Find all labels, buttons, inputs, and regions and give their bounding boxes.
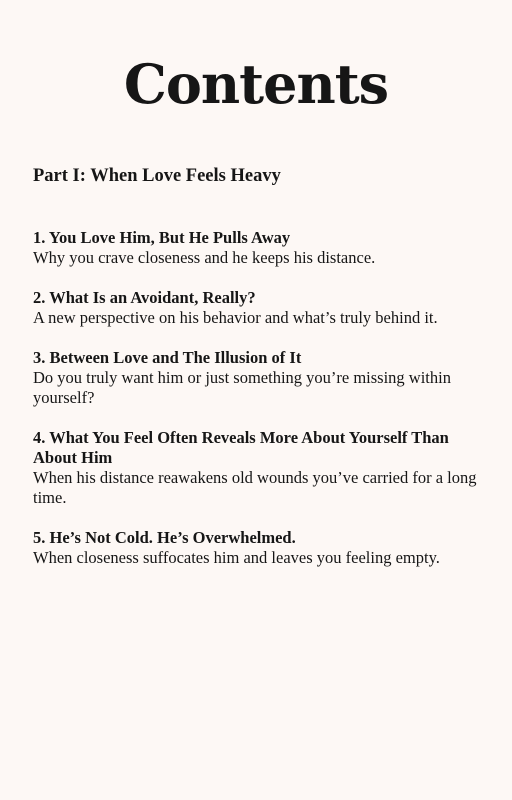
entry-description: Do you truly want him or just something you’re missing within yourself? bbox=[33, 368, 451, 407]
entry-heading: 4. What You Feel Often Reveals More About Yourself Than About Him bbox=[33, 428, 449, 467]
entry-description: A new perspective on his behavior and what’s truly behind it. bbox=[33, 308, 438, 327]
contents-entry-2 bbox=[33, 288, 482, 328]
contents-entry-4 bbox=[33, 428, 482, 508]
entry-heading: 5. He’s Not Cold. He’s Overwhelmed. bbox=[33, 528, 296, 547]
contents-list bbox=[33, 228, 482, 588]
entry-description: When closeness suffocates him and leaves you feeling empty. bbox=[33, 548, 440, 567]
contents-entry-5 bbox=[33, 528, 482, 568]
entry-description: When his distance reawakens old wounds you’ve carried for a long time. bbox=[33, 468, 477, 507]
contents-entry-1 bbox=[33, 228, 482, 268]
part-heading: Part I: When Love Feels Heavy bbox=[33, 166, 281, 186]
entry-heading: 1. You Love Him, But He Pulls Away bbox=[33, 228, 291, 247]
entry-heading: 3. Between Love and The Illusion of It bbox=[33, 348, 302, 367]
contents-entry-3 bbox=[33, 348, 482, 408]
entry-description: Why you crave closeness and he keeps his distance. bbox=[33, 248, 376, 267]
entry-heading: 2. What Is an Avoidant, Really? bbox=[33, 288, 256, 307]
page-title: Contents bbox=[123, 52, 389, 116]
